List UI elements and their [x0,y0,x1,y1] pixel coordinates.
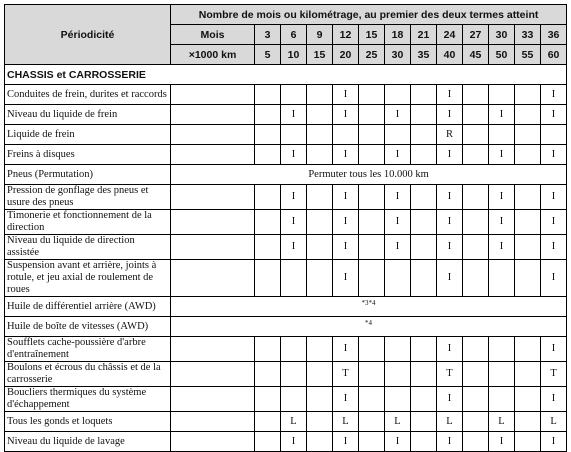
month-header-cell: 21 [411,25,437,45]
schedule-mark-cell: I [281,145,307,165]
schedule-mark-cell: L [437,412,463,432]
schedule-mark-cell [359,412,385,432]
schedule-mark-cell [307,362,333,387]
schedule-mark-cell [463,337,489,362]
month-header-cell: 9 [307,25,333,45]
schedule-mark-cell [411,362,437,387]
km-header-cell: 5 [255,45,281,65]
table-row [5,235,567,260]
section-title: CHASSIS et CARROSSERIE [5,65,567,85]
empty-cell [171,125,255,145]
periodicite-header: Périodicité [5,5,171,65]
table-row [5,85,567,105]
schedule-mark-cell [463,85,489,105]
schedule-mark-cell: I [281,432,307,452]
schedule-mark-cell: I [437,337,463,362]
schedule-mark-cell [333,125,359,145]
table-row [5,297,567,317]
km-header-cell: 60 [541,45,567,65]
empty-cell [171,85,255,105]
schedule-mark-cell [385,362,411,387]
table-row [5,145,567,165]
schedule-mark-cell: I [437,85,463,105]
maintenance-item-label: Soufflets cache-poussière d'arbre d'entraînement [5,337,171,362]
schedule-mark-cell: I [333,185,359,210]
km-header-cell: 10 [281,45,307,65]
schedule-mark-cell [385,387,411,412]
schedule-mark-cell: I [541,85,567,105]
maintenance-item-label: Timonerie et fonctionnement de la direction [5,210,171,235]
schedule-mark-cell [385,260,411,297]
schedule-mark-cell: I [489,210,515,235]
schedule-mark-cell: I [333,432,359,452]
km-header-cell: 50 [489,45,515,65]
km-header-cell: 15 [307,45,333,65]
schedule-mark-cell: I [541,337,567,362]
schedule-mark-cell [411,432,437,452]
schedule-mark-cell [463,185,489,210]
schedule-mark-cell [515,125,541,145]
schedule-mark-cell [359,125,385,145]
table-row [5,210,567,235]
month-header-cell: 33 [515,25,541,45]
maintenance-item-label: Suspension avant et arrière, joints à rotule, et jeu axial de roulement de roues [5,260,171,297]
schedule-mark-cell: I [541,185,567,210]
schedule-mark-cell: I [385,235,411,260]
interval-note-cell: Permuter tous les 10.000 km [171,165,567,185]
schedule-mark-cell: I [489,145,515,165]
schedule-mark-cell [307,432,333,452]
schedule-mark-cell [515,260,541,297]
schedule-mark-cell [541,125,567,145]
schedule-mark-cell: I [333,145,359,165]
schedule-mark-cell: I [333,210,359,235]
schedule-mark-cell [411,145,437,165]
km-header-cell: 45 [463,45,489,65]
empty-cell [171,185,255,210]
schedule-mark-cell: I [437,432,463,452]
schedule-mark-cell [255,185,281,210]
schedule-mark-cell [359,387,385,412]
month-header-cell: 18 [385,25,411,45]
month-header-cell: 15 [359,25,385,45]
empty-cell [171,362,255,387]
schedule-mark-cell [463,210,489,235]
table-row [5,260,567,297]
schedule-mark-cell [307,85,333,105]
schedule-mark-cell [515,387,541,412]
schedule-mark-cell: I [281,235,307,260]
schedule-mark-cell: I [437,210,463,235]
schedule-mark-cell: I [437,105,463,125]
schedule-mark-cell [515,210,541,235]
schedule-mark-cell: I [333,85,359,105]
schedule-mark-cell: I [385,105,411,125]
schedule-mark-cell [411,185,437,210]
maintenance-item-label: Huile de boîte de vitesses (AWD) [5,317,171,337]
schedule-mark-cell: I [489,235,515,260]
maintenance-schedule-table [4,4,567,452]
maintenance-item-label: Liquide de frein [5,125,171,145]
schedule-mark-cell: I [385,432,411,452]
maintenance-item-label: Pneus (Permutation) [5,165,171,185]
schedule-mark-cell: I [437,260,463,297]
schedule-mark-cell [463,125,489,145]
table-row [5,337,567,362]
schedule-mark-cell [515,337,541,362]
schedule-mark-cell [463,387,489,412]
schedule-mark-cell [281,260,307,297]
schedule-mark-cell: L [541,412,567,432]
schedule-mark-cell: I [437,145,463,165]
schedule-mark-cell [359,432,385,452]
schedule-mark-cell: I [541,432,567,452]
empty-cell [171,210,255,235]
schedule-mark-cell [411,412,437,432]
maintenance-item-label: Freins à disques [5,145,171,165]
schedule-mark-cell: I [385,185,411,210]
schedule-mark-cell [411,105,437,125]
schedule-mark-cell [489,125,515,145]
month-header-cell: 27 [463,25,489,45]
table-row [5,432,567,452]
empty-cell [171,387,255,412]
schedule-mark-cell [255,412,281,432]
maintenance-item-label: Conduites de frein, durites et raccords [5,85,171,105]
maintenance-item-label: Tous les gonds et loquets [5,412,171,432]
schedule-mark-cell [281,362,307,387]
schedule-mark-cell [255,260,281,297]
schedule-mark-cell [385,85,411,105]
schedule-mark-cell [307,210,333,235]
schedule-mark-cell [255,362,281,387]
table-row [5,387,567,412]
month-header-cell: 36 [541,25,567,45]
schedule-mark-cell [359,210,385,235]
schedule-mark-cell [359,235,385,260]
schedule-mark-cell [385,125,411,145]
schedule-mark-cell: I [541,387,567,412]
schedule-mark-cell [255,432,281,452]
schedule-mark-cell: I [385,210,411,235]
schedule-mark-cell [463,145,489,165]
schedule-mark-cell [307,235,333,260]
table-row [5,165,567,185]
schedule-mark-cell [281,85,307,105]
schedule-mark-cell [307,125,333,145]
month-header-cell: 30 [489,25,515,45]
schedule-mark-cell [307,412,333,432]
empty-cell [171,432,255,452]
schedule-mark-cell: I [385,145,411,165]
schedule-mark-cell [489,362,515,387]
km-header-cell: 35 [411,45,437,65]
schedule-mark-cell [359,362,385,387]
schedule-mark-cell [463,235,489,260]
schedule-mark-cell [411,387,437,412]
empty-cell [171,337,255,362]
schedule-mark-cell [411,337,437,362]
schedule-mark-cell [359,185,385,210]
schedule-mark-cell: I [281,210,307,235]
schedule-mark-cell: T [333,362,359,387]
month-header-cell: 6 [281,25,307,45]
schedule-mark-cell: I [333,260,359,297]
km-header-cell: 40 [437,45,463,65]
schedule-mark-cell: I [437,185,463,210]
schedule-mark-cell: I [437,235,463,260]
schedule-mark-cell [255,125,281,145]
maintenance-item-label: Huile de différentiel arrière (AWD) [5,297,171,317]
empty-cell [171,260,255,297]
schedule-mark-cell [255,210,281,235]
schedule-mark-cell [307,260,333,297]
schedule-mark-cell [359,260,385,297]
schedule-mark-cell [463,412,489,432]
table-row [5,105,567,125]
schedule-mark-cell [307,185,333,210]
schedule-mark-cell: I [281,105,307,125]
schedule-mark-cell [255,105,281,125]
km-label: ×1000 km [171,45,255,65]
schedule-mark-cell [515,105,541,125]
maintenance-item-label: Niveau du liquide de direction assistée [5,235,171,260]
maintenance-item-label: Boucliers thermiques du système d'échappement [5,387,171,412]
schedule-mark-cell: I [333,337,359,362]
footnote-reference-cell: *3*4 [171,297,567,317]
schedule-mark-cell [515,235,541,260]
schedule-mark-cell [385,337,411,362]
schedule-mark-cell: L [281,412,307,432]
schedule-mark-cell [515,185,541,210]
schedule-mark-cell [281,387,307,412]
schedule-mark-cell [255,145,281,165]
section-row [5,65,567,85]
table-row [5,412,567,432]
schedule-mark-cell: R [437,125,463,145]
schedule-mark-cell: I [541,105,567,125]
table-row [5,125,567,145]
schedule-mark-cell: L [385,412,411,432]
empty-cell [171,145,255,165]
schedule-mark-cell: I [333,387,359,412]
schedule-mark-cell [255,387,281,412]
month-header-cell: 12 [333,25,359,45]
schedule-mark-cell [489,85,515,105]
schedule-mark-cell [255,337,281,362]
schedule-mark-cell: I [281,185,307,210]
maintenance-schedule-table-wrapper [4,4,567,452]
schedule-mark-cell [281,125,307,145]
schedule-mark-cell: I [541,260,567,297]
maintenance-item-label: Niveau du liquide de frein [5,105,171,125]
month-header-cell: 3 [255,25,281,45]
schedule-mark-cell [489,260,515,297]
km-header-cell: 25 [359,45,385,65]
table-row [5,185,567,210]
schedule-mark-cell: T [437,362,463,387]
schedule-mark-cell [359,145,385,165]
schedule-title-header: Nombre de mois ou kilométrage, au premier des deux termes atteint [171,5,567,25]
header-row-title [5,5,567,25]
schedule-mark-cell [515,362,541,387]
schedule-mark-cell [489,387,515,412]
schedule-mark-cell [255,235,281,260]
schedule-mark-cell [307,145,333,165]
schedule-mark-cell: L [489,412,515,432]
schedule-mark-cell: T [541,362,567,387]
schedule-mark-cell [359,337,385,362]
schedule-mark-cell [255,85,281,105]
maintenance-item-label: Niveau du liquide de lavage [5,432,171,452]
schedule-mark-cell [463,432,489,452]
empty-cell [171,105,255,125]
km-header-cell: 30 [385,45,411,65]
schedule-mark-cell: I [333,105,359,125]
schedule-mark-cell [463,105,489,125]
schedule-mark-cell: I [437,387,463,412]
schedule-mark-cell: I [489,105,515,125]
km-header-cell: 55 [515,45,541,65]
schedule-mark-cell [515,432,541,452]
schedule-mark-cell [411,85,437,105]
schedule-mark-cell [515,145,541,165]
schedule-mark-cell [359,85,385,105]
schedule-mark-cell [489,337,515,362]
schedule-mark-cell: I [489,432,515,452]
schedule-mark-cell [463,260,489,297]
schedule-mark-cell [281,337,307,362]
schedule-mark-cell [411,210,437,235]
month-header-cell: 24 [437,25,463,45]
schedule-mark-cell: I [541,235,567,260]
footnote-reference-cell: *4 [171,317,567,337]
empty-cell [171,412,255,432]
table-row [5,362,567,387]
schedule-mark-cell [411,125,437,145]
schedule-mark-cell: I [541,210,567,235]
schedule-mark-cell [463,362,489,387]
schedule-mark-cell [411,235,437,260]
schedule-mark-cell [307,337,333,362]
schedule-mark-cell [515,85,541,105]
empty-cell [171,235,255,260]
table-row [5,317,567,337]
schedule-mark-cell [307,387,333,412]
schedule-mark-cell: L [333,412,359,432]
schedule-mark-cell [411,260,437,297]
schedule-mark-cell [359,105,385,125]
schedule-mark-cell: I [333,235,359,260]
maintenance-item-label: Boulons et écrous du châssis et de la carrosserie [5,362,171,387]
schedule-mark-cell [515,412,541,432]
months-label: Mois [171,25,255,45]
schedule-mark-cell: I [541,145,567,165]
schedule-mark-cell [307,105,333,125]
maintenance-item-label: Pression de gonflage des pneus et usure des pneus [5,185,171,210]
km-header-cell: 20 [333,45,359,65]
schedule-mark-cell: I [489,185,515,210]
